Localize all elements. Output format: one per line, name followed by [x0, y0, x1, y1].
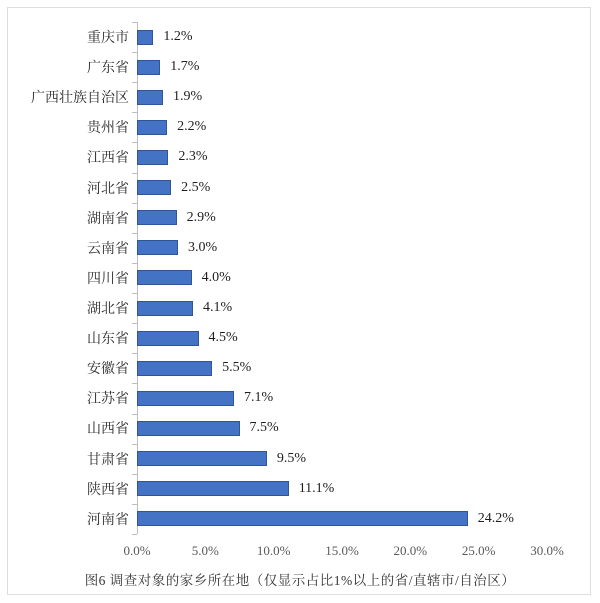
- data-label: 4.1%: [203, 300, 233, 316]
- bar-row: [0, 52, 600, 82]
- data-label: 2.2%: [177, 119, 207, 135]
- bar: [137, 180, 171, 195]
- bar-zone: [137, 413, 547, 443]
- category-axis-tick: [132, 353, 137, 354]
- category-axis-tick: [132, 52, 137, 53]
- category-label: 湖北省: [87, 302, 129, 318]
- bar-zone: [137, 233, 547, 263]
- bar: [137, 30, 153, 45]
- category-label: 安徽省: [87, 362, 129, 378]
- category-label: 山西省: [87, 422, 129, 438]
- category-axis-tick: [132, 504, 137, 505]
- category-label: 贵州省: [87, 121, 129, 137]
- chart-title: 图6 调查对象的家乡所在地（仅显示占比1%以上的省/直辖市/自治区）: [84, 573, 516, 588]
- data-label: 9.5%: [276, 450, 306, 466]
- bar-zone: [137, 173, 547, 203]
- category-axis-tick: [132, 383, 137, 384]
- bar-row: [0, 444, 600, 474]
- category-label: 山东省: [87, 332, 129, 348]
- category-label: 河南省: [87, 512, 129, 528]
- bar: [137, 331, 199, 346]
- value-axis-tick-label: 20.0%: [393, 543, 428, 558]
- bar-zone: [137, 474, 547, 504]
- bar-zone: [137, 353, 547, 383]
- bar-zone: [137, 323, 547, 353]
- data-label: 4.5%: [208, 330, 238, 346]
- bar-row: [0, 203, 600, 233]
- bar-row: [0, 233, 600, 263]
- bar-row: [0, 142, 600, 172]
- bar: [137, 391, 234, 406]
- category-label: 河北省: [87, 181, 129, 197]
- bar-row: [0, 383, 600, 413]
- bar-zone: [137, 112, 547, 142]
- bar-zone: [137, 22, 547, 52]
- category-axis-tick: [132, 474, 137, 475]
- bar: [137, 301, 193, 316]
- data-label: 1.2%: [163, 29, 193, 45]
- data-label: 5.5%: [222, 360, 252, 376]
- category-axis-tick: [132, 203, 137, 204]
- bar: [137, 120, 167, 135]
- value-axis-tick-label: 5.0%: [191, 543, 219, 558]
- bar-row: [0, 263, 600, 293]
- value-axis-tick-label: 30.0%: [530, 543, 564, 558]
- bar-row: [0, 413, 600, 443]
- value-axis-tick-label: 0.0%: [123, 543, 151, 558]
- bar-chart-plot-area: [0, 22, 600, 534]
- bar: [137, 451, 267, 466]
- value-axis: [0, 543, 600, 561]
- category-axis-tick: [132, 534, 137, 535]
- data-label: 2.9%: [186, 209, 216, 225]
- bar-row: [0, 504, 600, 534]
- value-axis-tick-label: 10.0%: [256, 543, 291, 558]
- category-axis-tick: [132, 173, 137, 174]
- category-axis-tick: [132, 22, 137, 23]
- category-label: 重庆市: [87, 31, 129, 47]
- data-label: 7.1%: [244, 390, 274, 406]
- bar: [137, 240, 178, 255]
- category-axis-tick: [132, 293, 137, 294]
- category-axis-tick: [132, 263, 137, 264]
- bar-zone: [137, 504, 547, 534]
- data-label: 3.0%: [188, 239, 218, 255]
- bar: [137, 481, 289, 496]
- bar: [137, 210, 177, 225]
- bar-zone: [137, 444, 547, 474]
- category-label: 四川省: [87, 271, 129, 287]
- data-label: 2.3%: [178, 149, 208, 165]
- bar-zone: [137, 142, 547, 172]
- data-label: 4.0%: [201, 269, 231, 285]
- bar-row: [0, 173, 600, 203]
- category-label: 江苏省: [87, 392, 129, 408]
- bar-row: [0, 353, 600, 383]
- data-label: 2.5%: [181, 179, 211, 195]
- value-axis-tick-label: 15.0%: [325, 543, 359, 558]
- bar-zone: [137, 82, 547, 112]
- bar: [137, 511, 468, 526]
- bar-zone: [137, 52, 547, 82]
- bar: [137, 361, 212, 376]
- category-label: 广西壮族自治区: [31, 91, 129, 107]
- category-label: 湖南省: [87, 211, 129, 227]
- bar-row: [0, 82, 600, 112]
- data-label: 1.9%: [172, 89, 203, 105]
- bar-zone: [137, 263, 547, 293]
- category-label: 陕西省: [87, 482, 129, 498]
- bar-zone: [137, 203, 547, 233]
- category-label: 云南省: [87, 241, 129, 257]
- category-axis-tick: [132, 82, 137, 83]
- category-label: 甘肃省: [87, 452, 129, 468]
- bar-row: [0, 323, 600, 353]
- category-axis-tick: [132, 233, 137, 234]
- bar-zone: [137, 293, 547, 323]
- category-axis-tick: [132, 142, 137, 143]
- category-axis-tick: [132, 323, 137, 324]
- bar: [137, 60, 160, 75]
- bar: [137, 90, 163, 105]
- data-label: 11.1%: [298, 480, 335, 496]
- bar-row: [0, 112, 600, 142]
- bar: [137, 150, 168, 165]
- bar-row: [0, 293, 600, 323]
- category-axis-tick: [132, 112, 137, 113]
- data-label: 7.5%: [249, 420, 279, 436]
- category-label: 江西省: [87, 151, 129, 167]
- bar: [137, 270, 192, 285]
- bar: [137, 421, 240, 436]
- value-axis-tick-label: 25.0%: [461, 543, 496, 558]
- bar-zone: [137, 383, 547, 413]
- data-label: 24.2%: [477, 510, 514, 526]
- category-label: 广东省: [87, 61, 129, 77]
- bar-row: [0, 22, 600, 52]
- category-axis-tick: [132, 444, 137, 445]
- data-label: 1.7%: [170, 59, 200, 75]
- category-axis-tick: [132, 414, 137, 415]
- bar-row: [0, 474, 600, 504]
